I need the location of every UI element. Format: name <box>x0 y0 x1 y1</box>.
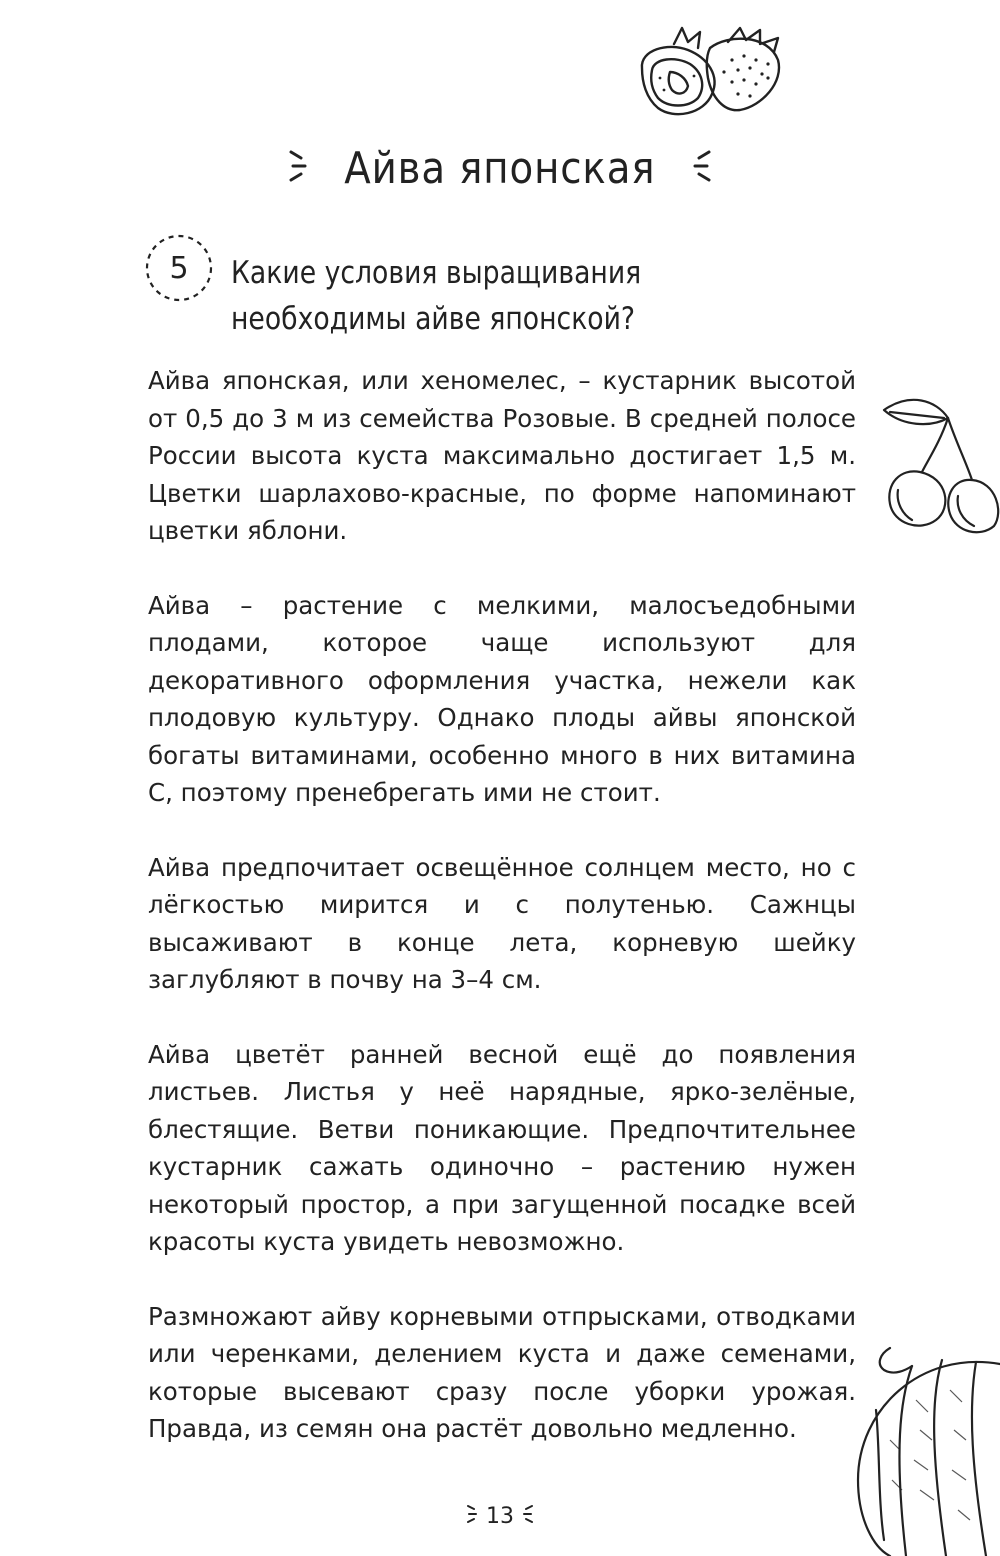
paragraph: Айва японская, или хеномелес, – кустарник высотой от 0,5 до 3 м из семейства Розовые. В средней полосе России высота куста максимально достигает 1,5 м. Цветки шарлахово-красные, по форме напоминают цветки яблони. <box>148 366 856 545</box>
paragraph: Айва – растение с мелкими, малосъедобными плодами, которое чаще используют для декоративного оформления участка, нежели как плодовую культуру. Однако плоды айвы японской богаты витаминами, особенно много в них витамина С, поэтому пренебрегать ими не стоит. <box>148 590 856 807</box>
strawberry-icon <box>628 20 788 124</box>
page-title: Айва японская <box>344 142 656 194</box>
body-text <box>148 362 856 1485</box>
paragraph: Размножают айву корневыми отпрысками, отводками или черенками, делением куста и даже семенами, которые высевают сразу после уборки урожая. Правда, из семян она растёт довольно медленно. <box>148 1301 856 1443</box>
paragraph: Айва предпочитает освещённое солнцем место, но с лёгкостью мирится и с полутенью. Сажнцы высаживают в конце лета, корневую шейку заглубляют в почву на 3–4 см. <box>148 852 856 994</box>
page-number-row <box>0 1496 1000 1536</box>
paragraph: Айва цветёт ранней весной ещё до появления листьев. Листья у неё нарядные, ярко-зелёные, блестящие. Ветви поникающие. Предпочтительнее кустарник сажать одиночно – растению нужен некоторый простор, а при загущенной посадке всей красоты куста увидеть невозможно. <box>148 1039 856 1256</box>
cherries-icon <box>880 392 1000 552</box>
question-text: Какие условия выращивания необходимы айве японской? <box>231 255 642 337</box>
title-dash-right-icon <box>691 144 713 192</box>
title-dash-left-icon <box>287 144 309 192</box>
question-number: 5 <box>169 250 189 286</box>
title-row <box>0 128 1000 208</box>
page-number: 13 <box>486 1503 514 1529</box>
page-number-dash-left-icon <box>466 1501 478 1531</box>
page-number-dash-right-icon <box>522 1501 534 1531</box>
